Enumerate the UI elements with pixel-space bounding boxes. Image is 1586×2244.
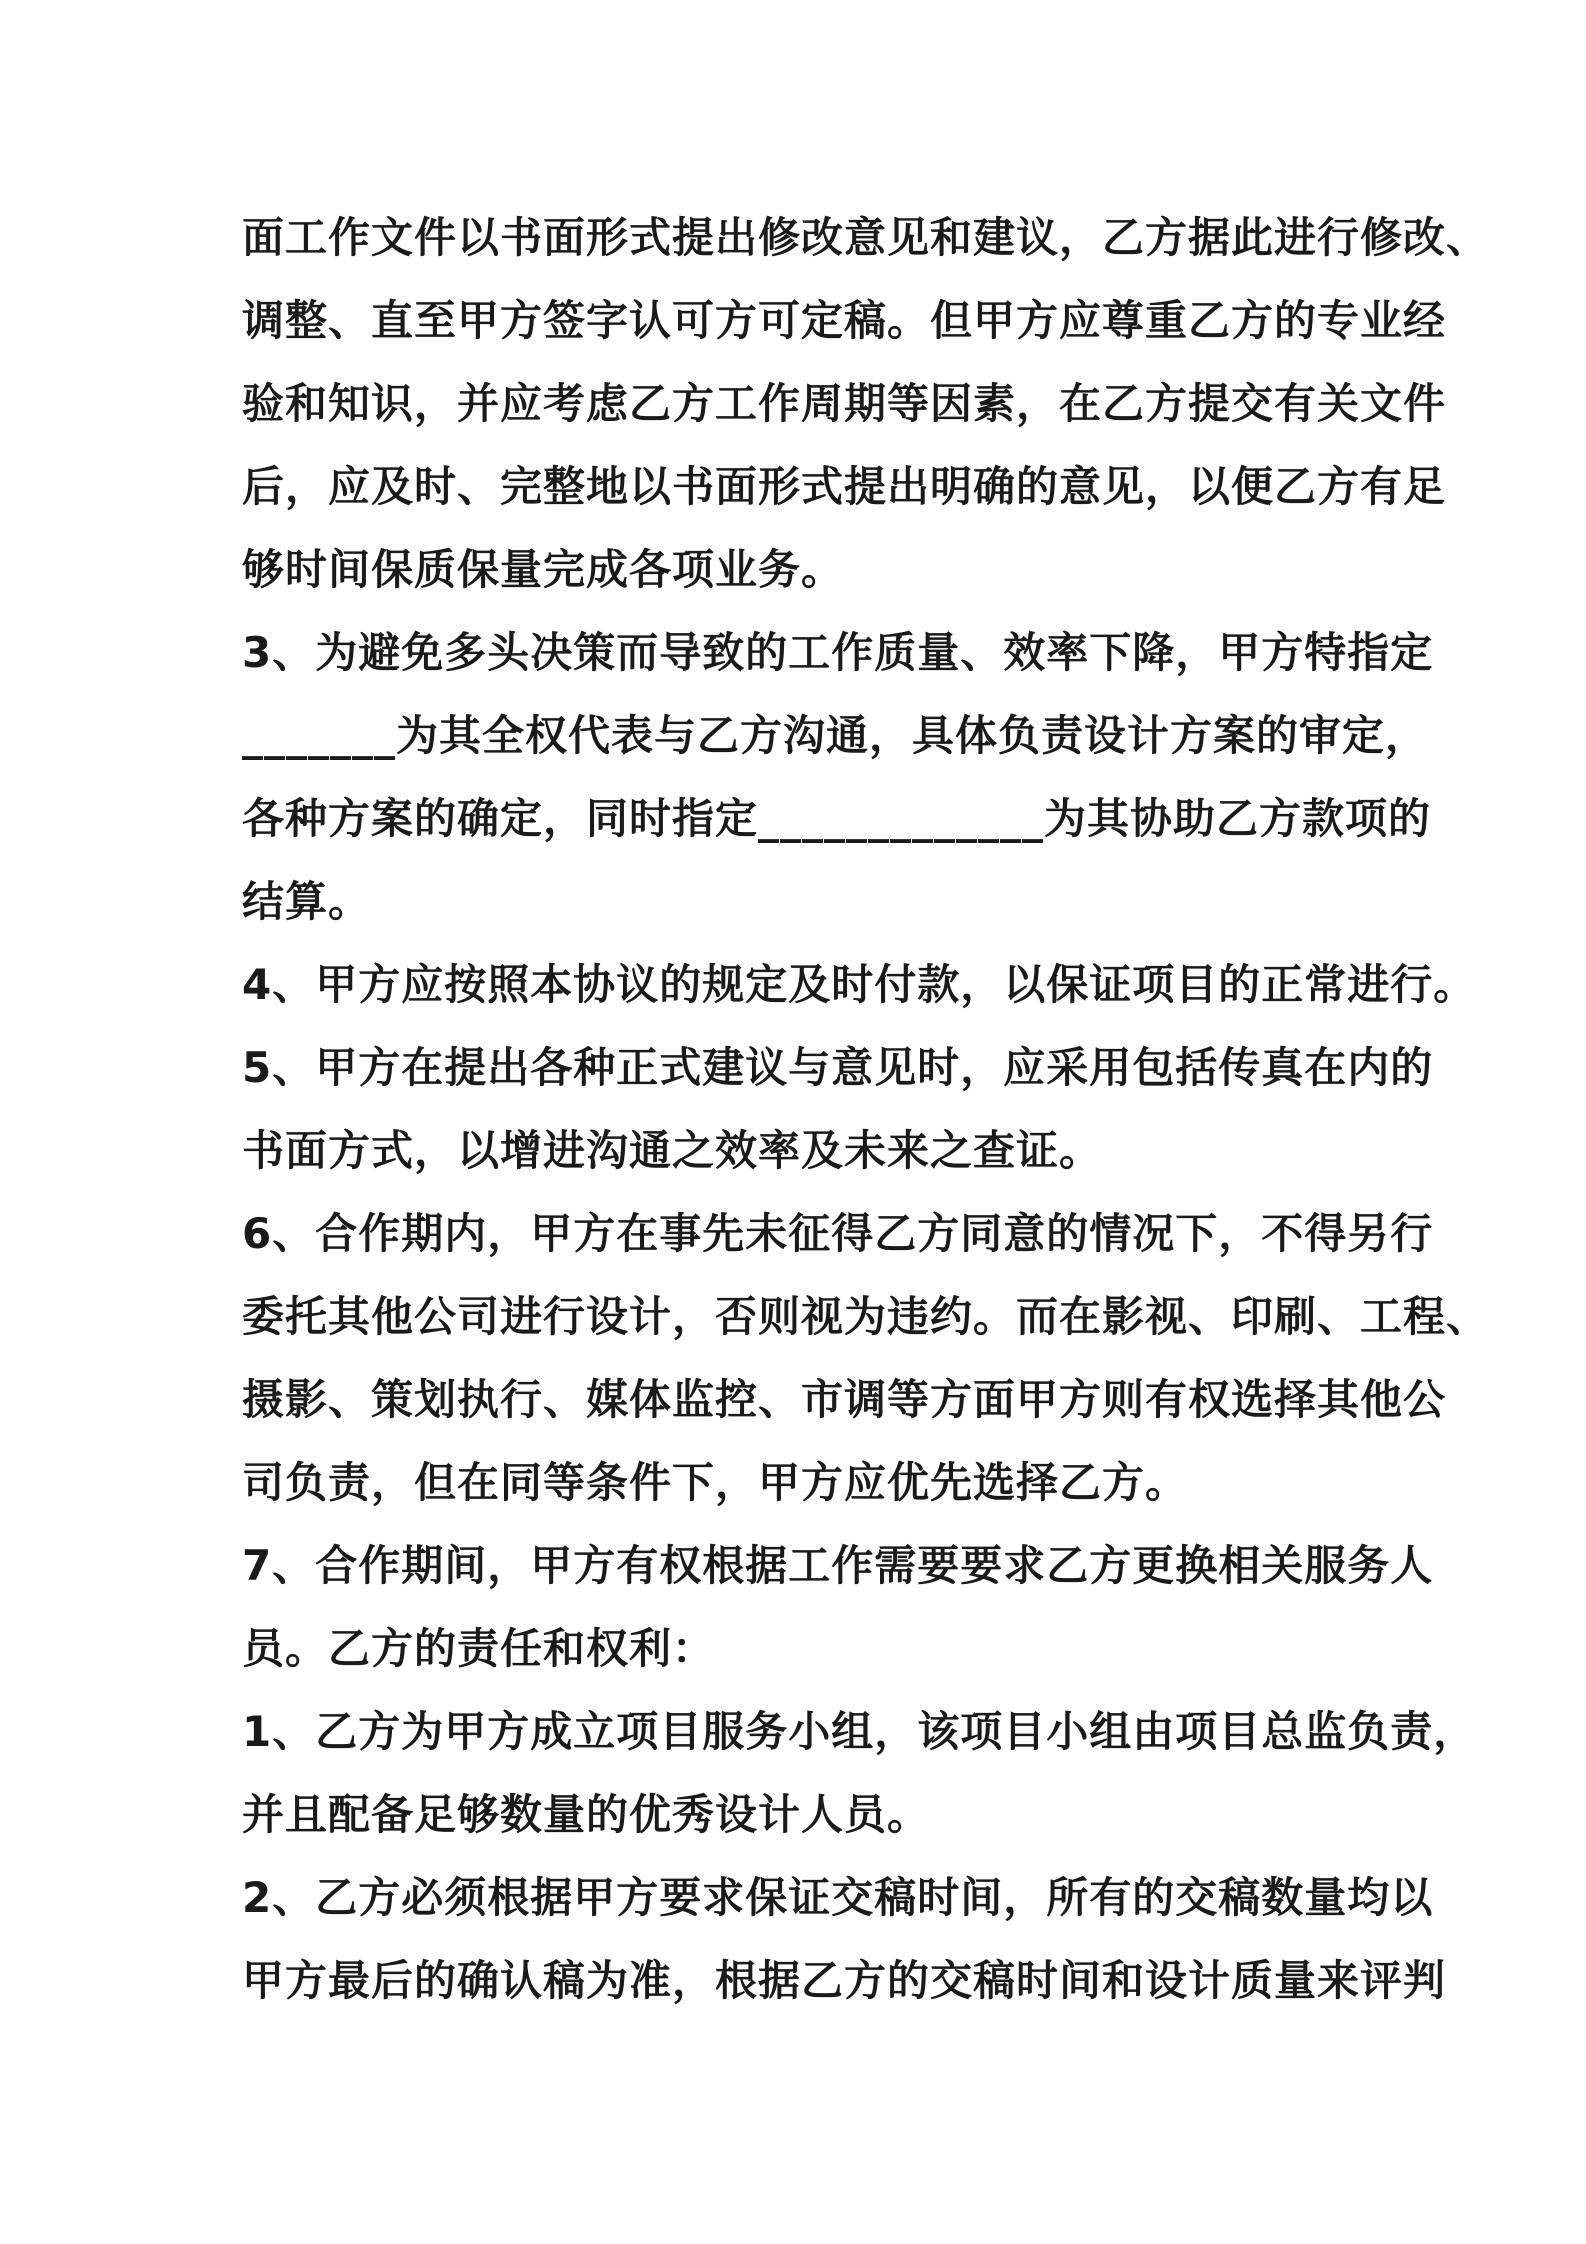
text-line: 员。乙方的责任和权利： bbox=[242, 1624, 716, 1673]
text-line: 面工作文件以书面形式提出修改意见和建议，乙方据此进行修改、 bbox=[242, 213, 1490, 262]
clause-3-line: 3、为避免多头决策而导致的工作质量、效率下降，甲方特指定 bbox=[242, 628, 1434, 677]
text-line: _______为其全权代表与乙方沟通，具体负责设计方案的审定， bbox=[242, 711, 1429, 760]
text-line: 后，应及时、完整地以书面形式提出明确的意见，以便乙方有足 bbox=[242, 462, 1447, 511]
text-line: 甲方最后的确认稿为准，根据乙方的交稿时间和设计质量来评判 bbox=[242, 1956, 1447, 2005]
text-line: 书面方式，以增进沟通之效率及未来之查证。 bbox=[242, 1126, 1103, 1175]
text-line: 并且配备足够数量的优秀设计人员。 bbox=[242, 1790, 931, 1839]
text-line: 调整、直至甲方签字认可方可定稿。但甲方应尊重乙方的专业经 bbox=[242, 296, 1447, 345]
clause-7-line: 7、合作期间，甲方有权根据工作需要要求乙方更换相关服务人 bbox=[242, 1541, 1434, 1590]
text-line: 司负责，但在同等条件下，甲方应优先选择乙方。 bbox=[242, 1458, 1189, 1507]
text-line: 结算。 bbox=[242, 877, 372, 926]
text-line: 委托其他公司进行设计，否则视为违约。而在影视、印刷、工程、 bbox=[242, 1292, 1490, 1341]
clause-4-line: 4、甲方应按照本协议的规定及时付款，以保证项目的正常进行。 bbox=[242, 960, 1477, 1009]
clause-5-line: 5、甲方在提出各种正式建议与意见时，应采用包括传真在内的 bbox=[242, 1043, 1434, 1092]
clause-6-line: 6、合作期内，甲方在事先未征得乙方同意的情况下，不得另行 bbox=[242, 1209, 1434, 1258]
text-line: 验和知识，并应考虑乙方工作周期等因素，在乙方提交有关文件 bbox=[242, 379, 1447, 428]
text-line: 各种方案的确定，同时指定_____________为其协助乙方款项的 bbox=[242, 794, 1432, 843]
party-b-clause-1-line: 1、乙方为甲方成立项目服务小组，该项目小组由项目总监负责， bbox=[242, 1707, 1477, 1756]
party-b-clause-2-line: 2、乙方必须根据甲方要求保证交稿时间，所有的交稿数量均以 bbox=[242, 1873, 1434, 1922]
text-line: 摄影、策划执行、媒体监控、市调等方面甲方则有权选择其他公 bbox=[242, 1375, 1447, 1424]
text-line: 够时间保质保量完成各项业务。 bbox=[242, 545, 845, 594]
document-body bbox=[242, 196, 1490, 2022]
